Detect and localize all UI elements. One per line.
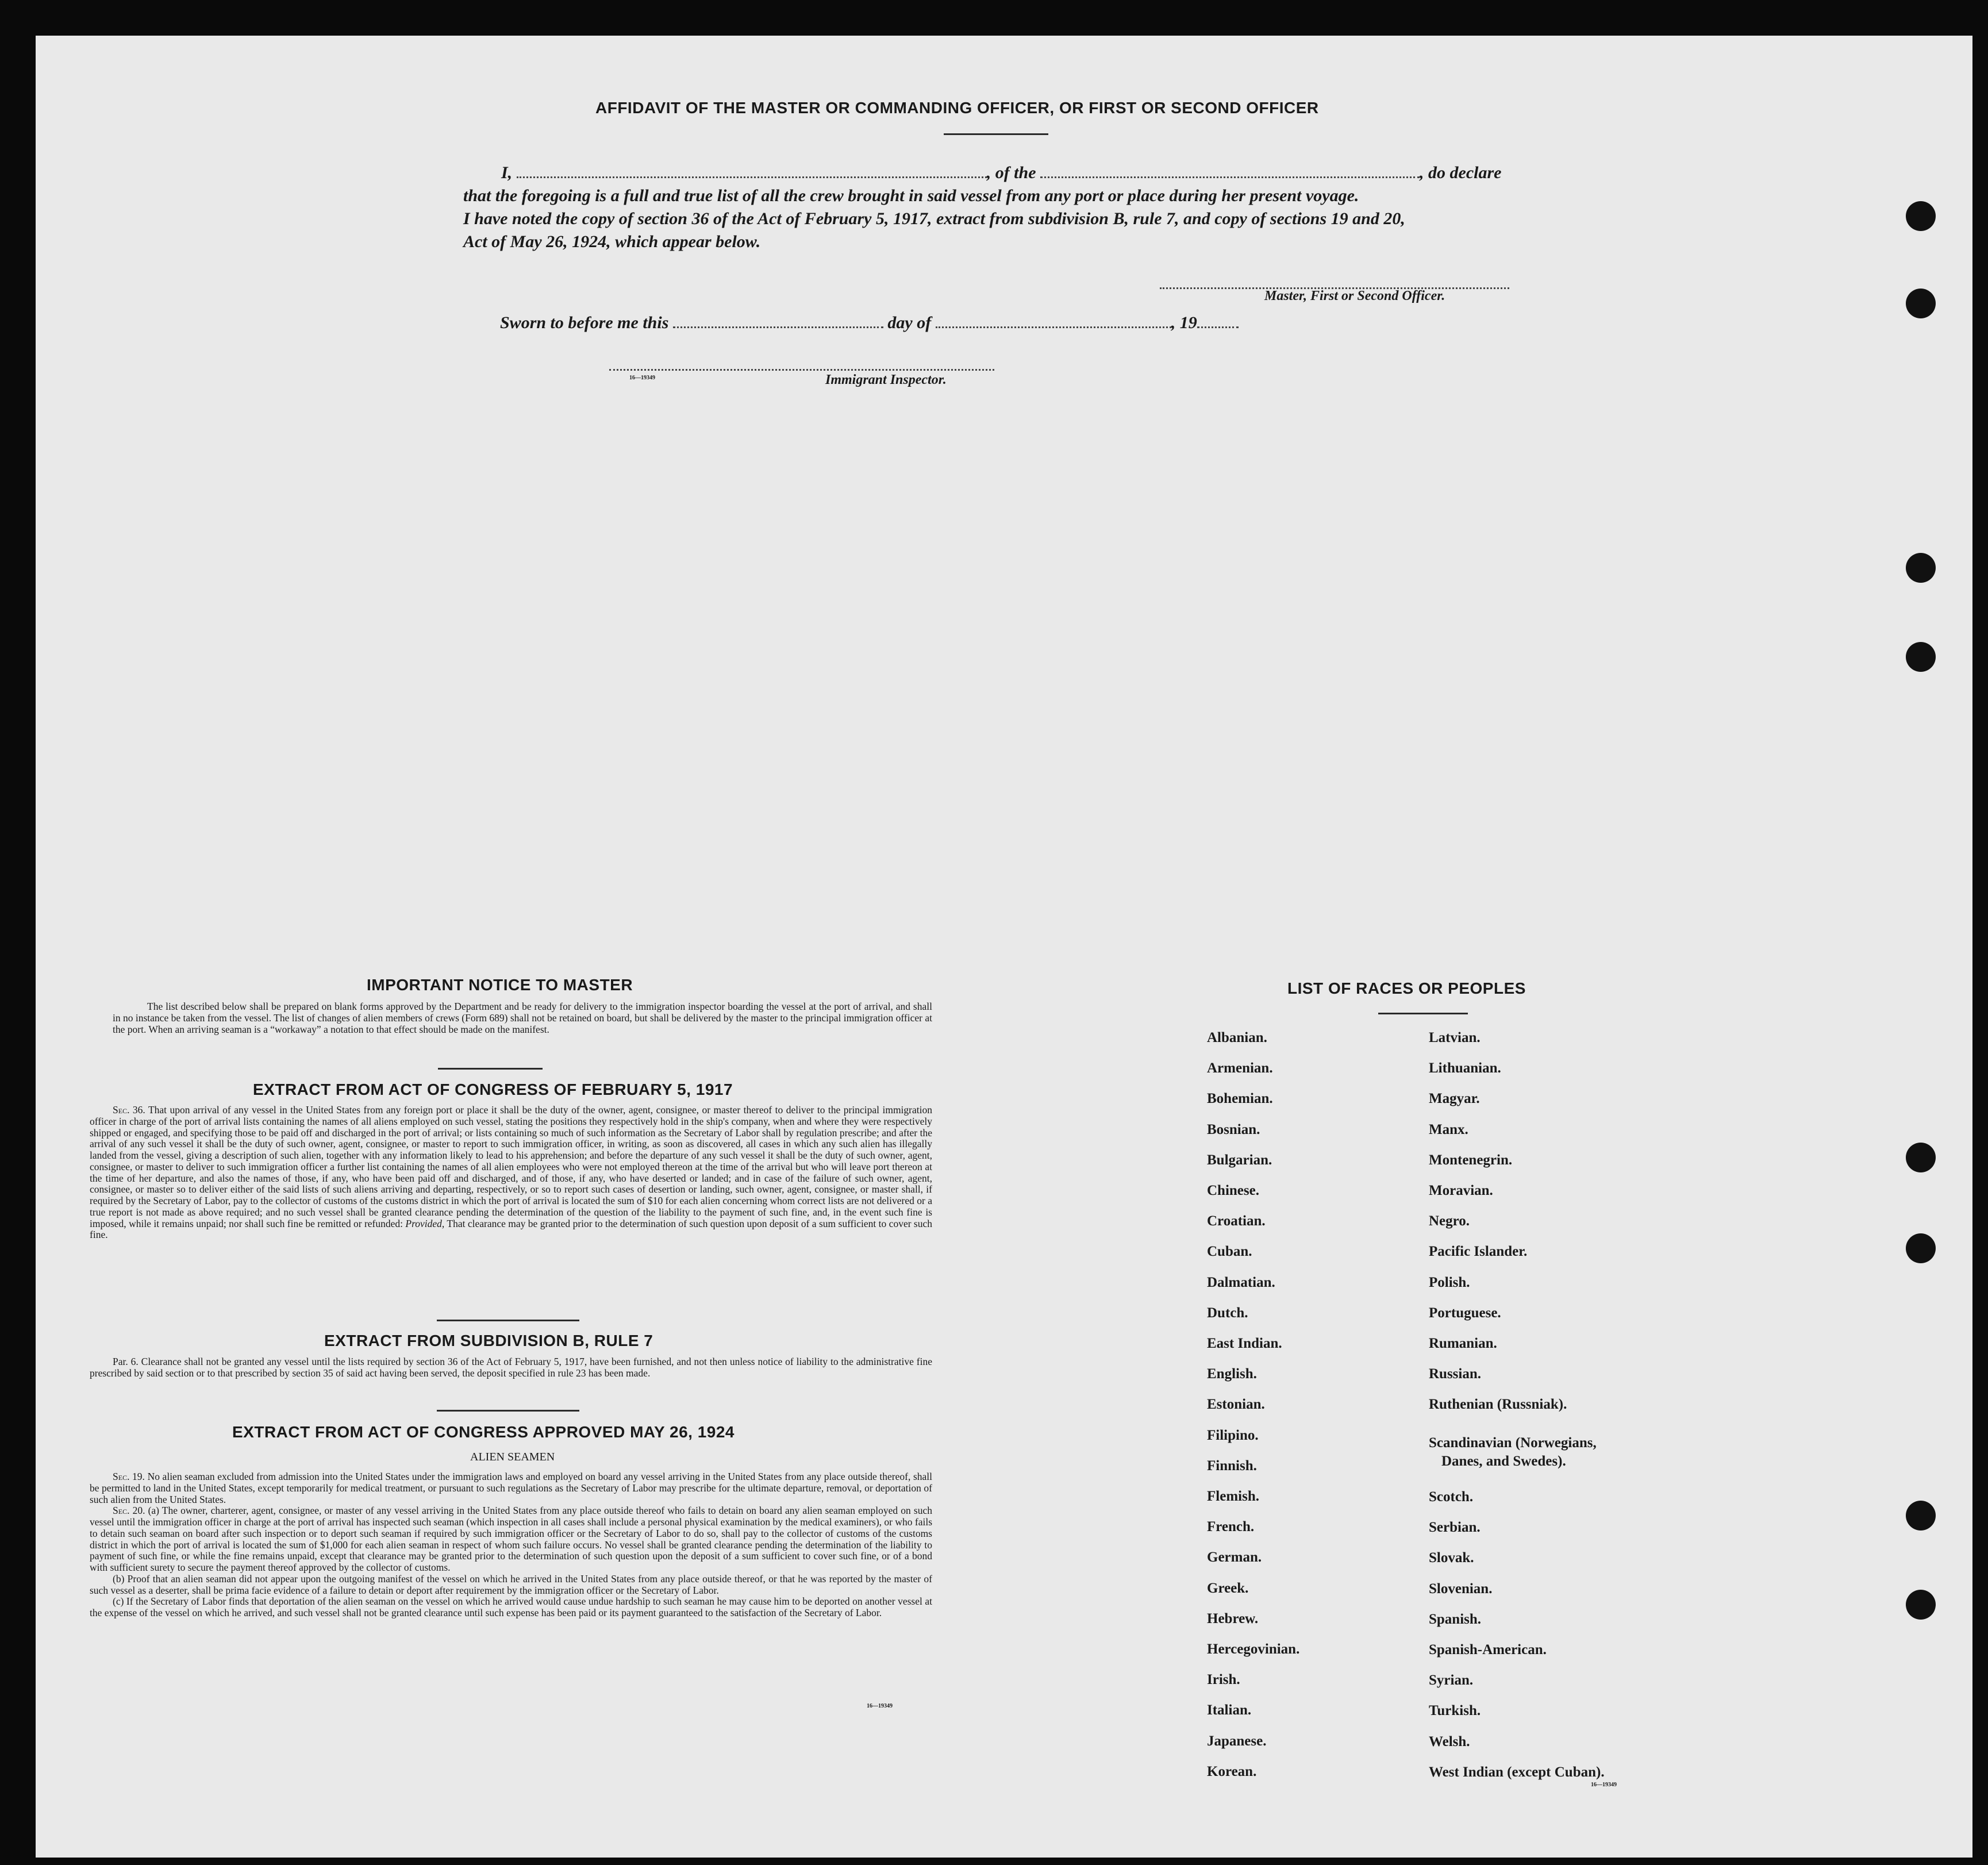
left-race-item: English. <box>1207 1366 1257 1382</box>
notice-heading: IMPORTANT NOTICE TO MASTER <box>367 976 633 994</box>
section-20a-text <box>90 1505 932 1574</box>
extract-1924-body <box>90 1471 932 1619</box>
title-divider <box>944 133 1048 135</box>
extract-1924-heading: EXTRACT FROM ACT OF CONGRESS APPROVED MAY 26, 1924 <box>232 1423 735 1441</box>
left-race-item: Dutch. <box>1207 1305 1248 1321</box>
declare-label: , do declare <box>1420 163 1502 182</box>
form-number-bottom: 16—19349 <box>1591 1782 1617 1788</box>
races-divider <box>1378 1013 1468 1014</box>
left-race-item: Korean. <box>1207 1763 1257 1779</box>
left-race-item: Irish. <box>1207 1672 1240 1688</box>
right-race-item: Rumanian. <box>1429 1336 1497 1351</box>
section-20a-body: (a) The owner, charterer, agent, consignee, or master of any vessel arriving in the United States from any place outside thereof who fails to detain on board any alien seaman employed on such vessel until the immigration officer in charge at the port of arrival has inspected such seaman (which inspection in all cases shall include a personal physical examination by the medical examiners), or who fails to detain such seaman on board after such inspection or to deport such seaman if required by such immigration officer or the Secretary of Labor to do so, shall pay to the collector of customs of the customs district in which the port of arrival is located the sum of $1,000 for each alien seaman in respect of whom such failure occurs. No vessel shall be granted clearance pending the determination of the liability to payment of such fine, or while the fine remains unpaid, except that clearance may be granted prior to the determination of such question upon the deposit of a sum sufficient to cover such fine, or of a bond with sufficient surety to secure the payment thereof approved by the collector of customs. <box>90 1505 932 1574</box>
right-race-item: Slovenian. <box>1429 1581 1493 1597</box>
vessel-name-field[interactable] <box>1040 176 1420 178</box>
rule7-divider <box>437 1410 579 1412</box>
binder-hole <box>1906 201 1936 231</box>
left-race-item: Bosnian. <box>1207 1121 1260 1137</box>
right-race-item: Scandinavian (Norwegians, <box>1429 1435 1597 1451</box>
master-signature-label: Master, First or Second Officer. <box>1264 289 1445 303</box>
right-race-item: Lithuanian. <box>1429 1060 1501 1076</box>
right-race-item: Ruthenian (Russniak). <box>1429 1397 1567 1413</box>
rule7-text: Par. 6. Clearance shall not be granted any vessel until the lists required by section 36 of the Act of February 5, 1917, have been furnished, and not then unless notice of liability to the administrative fine prescribed by said section or to that prescribed by section 35 of said act having been served, the deposit specified in rule 23 has been made. <box>90 1356 932 1379</box>
left-race-item: Italian. <box>1207 1702 1252 1718</box>
declaration-line-1 <box>501 163 1501 183</box>
section-36-end: That clearance may be granted prior to the determination of such question upon deposit of a sum sufficient to cover such fine. <box>90 1217 933 1241</box>
left-race-item: Cuban. <box>1207 1244 1252 1260</box>
right-race-item: Montenegrin. <box>1429 1152 1513 1168</box>
left-race-item: Greek. <box>1207 1580 1249 1596</box>
extract-1917-heading: EXTRACT FROM ACT OF CONGRESS OF FEBRUARY 5, 1917 <box>253 1080 733 1098</box>
section-36-text <box>90 1105 932 1241</box>
right-race-item: Spanish-American. <box>1429 1642 1547 1658</box>
section-19-body: No alien seaman excluded from admission into the United States under the immigration laws and employed on board any vessel arriving in the United States from any place outside thereof, shall be permitted to land in the United States, except temporarily for medical treatment, or pursuant to such regulations as the Secretary of Labor may prescribe for the ultimate departure, removal, or deportation of such alien from the United States. <box>90 1471 933 1505</box>
sworn-label: Sworn to before me this <box>500 313 669 332</box>
section-20c-text: (c) If the Secretary of Labor finds that deportation of the alien seaman on the vessel on which he arrived would cause undue hardship to such seaman he may cause him to be deported on another vessel at the expense of the vessel on which he arrived, and such vessel shall not be granted clearance until such expense has been paid or its payment guaranteed to the satisfaction of the Secretary of Labor. <box>90 1595 932 1619</box>
section-19-label: Sec. 19. <box>113 1471 145 1482</box>
declarant-name-field[interactable] <box>517 176 987 178</box>
binder-hole <box>1906 289 1936 318</box>
right-race-item: Portuguese. <box>1429 1305 1501 1321</box>
right-race-item: Turkish. <box>1429 1703 1481 1719</box>
of-the-label: , of the <box>986 163 1036 182</box>
affidavit-title: AFFIDAVIT OF THE MASTER OR COMMANDING OFFICER, OR FIRST OR SECOND OFFICER <box>595 99 1319 117</box>
left-race-item: East Indian. <box>1207 1336 1282 1351</box>
right-race-item: Pacific Islander. <box>1429 1244 1528 1260</box>
right-race-item: Negro. <box>1429 1213 1470 1229</box>
sworn-day-field[interactable] <box>673 326 883 328</box>
right-race-item: Scotch. <box>1429 1489 1474 1505</box>
right-race-item: Danes, and Swedes). <box>1441 1453 1566 1469</box>
right-race-item: Manx. <box>1429 1121 1468 1137</box>
right-race-item: Magyar. <box>1429 1091 1480 1107</box>
rule7-heading: EXTRACT FROM SUBDIVISION B, RULE 7 <box>324 1332 653 1349</box>
left-race-item: Estonian. <box>1207 1397 1265 1413</box>
form-number-top: 16—19349 <box>629 375 655 381</box>
right-race-item: Spanish. <box>1429 1611 1482 1627</box>
left-race-item: Finnish. <box>1207 1458 1257 1474</box>
sworn-line <box>500 313 1239 333</box>
sworn-month-field[interactable] <box>936 326 1171 328</box>
section-36-body: That upon arrival of any vessel in the United States from any foreign port or place it shall be the duty of the owner, agent, consignee, or master thereof to deliver to the principal immigration officer in charge of the port of arrival lists containing the names of all aliens employed on such vessel, stating the positions they respectively hold in the ship's company, when and where they were respectively shipped or engaged, and specifying those to be paid off and discharged in the port of arrival; or lists containing so much of such information as the Secretary of Labor shall by regulation prescribe; and after the arrival of any such vessel it shall be the duty of such owner, agent, consignee, or master to report to such immigration officer, in writing, as soon as discovered, all cases in which any such alien has illegally landed from the vessel, giving a description of such alien, together with any information likely to lead to his apprehension; and before the departure of any such vessel it shall be the duty of such owner, agent, consignee, or master to deliver to such immigration officer a further list containing the names of all alien employees who were not employed thereon at the time of the arrival but who will leave port thereon at the time of her departure, and also the names of those, if any, who have been paid off and discharged, and of those, if any, who have deserted or landed; and in case of the failure of such owner, agent, consignee, or master so to deliver either of the said lists of such aliens arriving and departing, respectively, or so to report such cases of desertion or landing, such owner, agent, consignee, or master shall, if required by the Secretary of Labor, pay to the collector of customs of the customs district in which the port of arrival is located the sum of $10 for each alien concerning whom correct lists are not delivered or a true report is not made as above required; and no such vessel shall be granted clearance pending the determination of the question of the liability to the payment of such fine, and, in the event such fine is imposed, while it remains unpaid; nor shall such fine be remitted or refunded: <box>90 1104 932 1229</box>
provided-label: Provided, <box>405 1217 445 1229</box>
right-race-item: Slovak. <box>1429 1550 1474 1566</box>
right-race-item: Russian. <box>1429 1366 1482 1382</box>
left-race-item: Dalmatian. <box>1207 1274 1275 1290</box>
left-race-item: Bulgarian. <box>1207 1152 1272 1168</box>
binder-hole <box>1906 642 1936 672</box>
binder-hole <box>1906 553 1936 583</box>
left-race-item: Armenian. <box>1207 1060 1273 1076</box>
right-race-item: Moravian. <box>1429 1183 1493 1198</box>
sworn-year-field[interactable] <box>1197 326 1239 328</box>
right-race-item: Welsh. <box>1429 1733 1470 1749</box>
binder-hole <box>1906 1233 1936 1263</box>
left-race-item: Flemish. <box>1207 1489 1259 1504</box>
left-race-item: Albanian. <box>1207 1030 1267 1045</box>
right-race-item: Syrian. <box>1429 1672 1474 1689</box>
right-race-item: Latvian. <box>1429 1030 1481 1045</box>
extract-1917-divider <box>437 1320 579 1321</box>
left-race-item: French. <box>1207 1519 1255 1535</box>
inspector-label: Immigrant Inspector. <box>825 372 947 387</box>
section-19-text <box>90 1471 932 1505</box>
declarant-prefix: I, <box>501 163 513 182</box>
notice-divider <box>438 1068 543 1070</box>
left-race-item: Croatian. <box>1207 1213 1266 1229</box>
form-number-middle: 16—19349 <box>867 1703 893 1709</box>
year-prefix: , 19 <box>1171 313 1197 332</box>
inspector-signature-field[interactable] <box>609 369 994 371</box>
notice-text: The list described below shall be prepared on blank forms approved by the Department and be ready for delivery to the immigration inspector boarding the vessel at the port of arrival, and shall in no instance be taken from the vessel. The list of changes of alien members of crews (Form 689) shall not be retained on board, but shall be delivered by the master to the principal immigration officer at the port. When an arriving seaman is a “workaway” a notation to that effect should be made on the manifest. <box>113 1001 932 1035</box>
left-race-item: Hebrew. <box>1207 1610 1259 1626</box>
left-race-item: Filipino. <box>1207 1427 1259 1443</box>
binder-hole <box>1906 1590 1936 1620</box>
section-20b-text: (b) Proof that an alien seaman did not appear upon the outgoing manifest of the vessel on which he arrived in the United States from any place outside thereof, or that he was reported by the master of such vessel as a deserter, shall be prima facie evidence of a failure to detain or deport after requirement by the immigration officer or the Secretary of Labor. <box>90 1572 932 1596</box>
binder-hole <box>1906 1143 1936 1172</box>
declaration-line-4: Act of May 26, 1924, which appear below. <box>463 232 761 251</box>
section-36-label: Sec. 36. <box>113 1104 145 1116</box>
left-race-item: Bohemian. <box>1207 1091 1273 1107</box>
right-race-item: Serbian. <box>1429 1520 1481 1536</box>
left-race-item: Hercegovinian. <box>1207 1641 1300 1657</box>
day-of-label: day of <box>887 313 932 332</box>
races-heading: LIST OF RACES OR PEOPLES <box>1287 979 1526 997</box>
left-race-item: German. <box>1207 1549 1262 1566</box>
declaration-line-3: I have noted the copy of section 36 of the Act of February 5, 1917, extract from subdivision B, rule 7, and copy of sections 19 and 20, <box>463 209 1405 228</box>
right-race-item: West Indian (except Cuban). <box>1429 1764 1605 1780</box>
left-race-item: Chinese. <box>1207 1183 1259 1198</box>
section-20-label: Sec. 20. <box>113 1505 145 1517</box>
declaration-line-2: that the foregoing is a full and true list of all the crew brought in said vessel from any port or place during her present voyage. <box>463 186 1359 205</box>
alien-seamen-subheading: ALIEN SEAMEN <box>470 1451 555 1463</box>
binder-hole <box>1906 1501 1936 1531</box>
left-race-item: Japanese. <box>1207 1733 1267 1749</box>
right-race-item: Polish. <box>1429 1274 1470 1290</box>
